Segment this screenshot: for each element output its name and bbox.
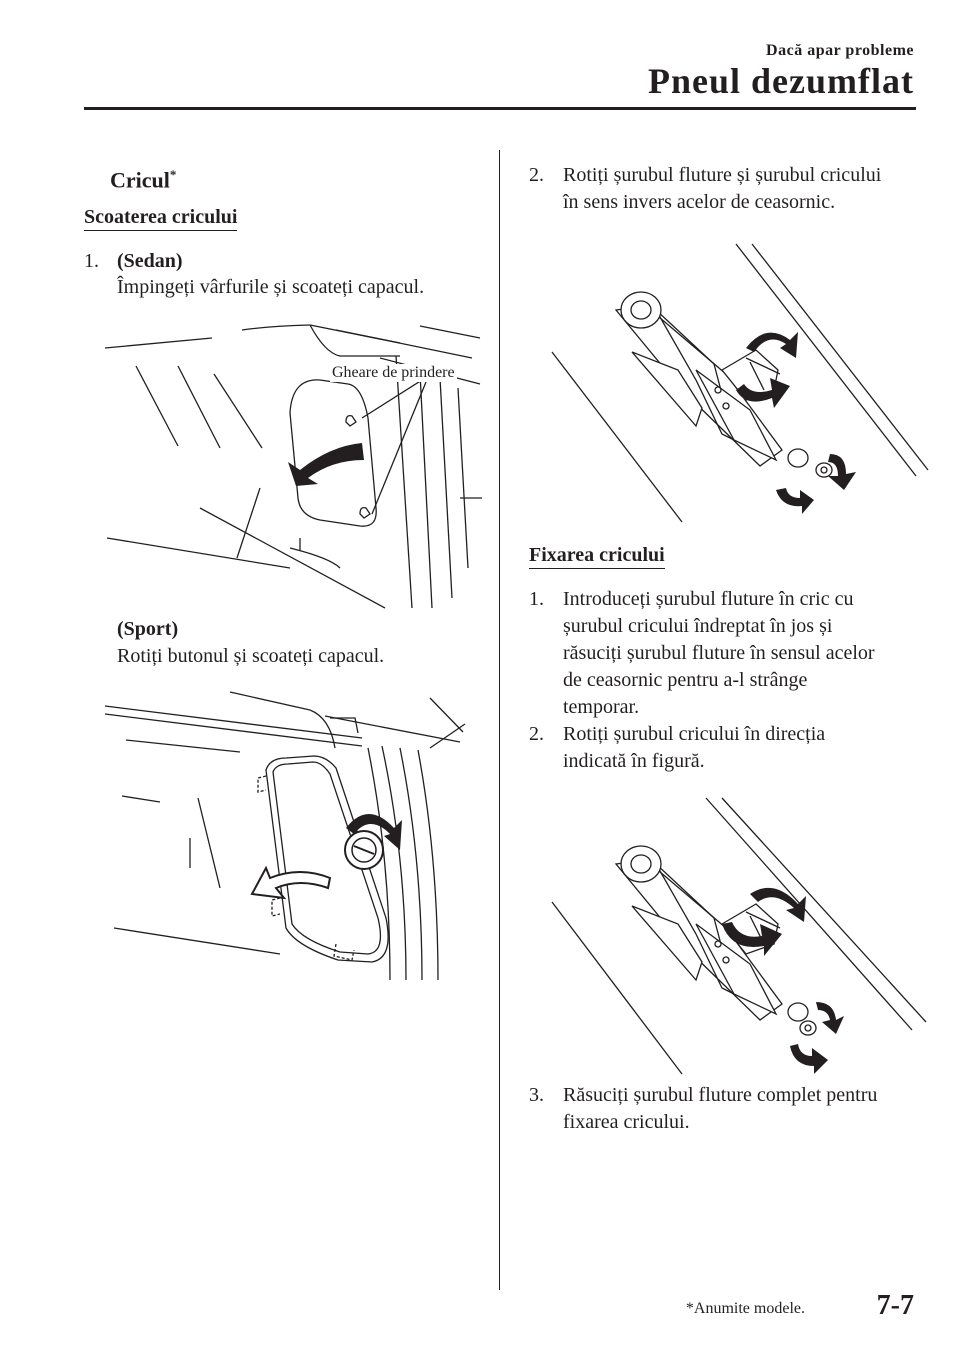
fix2-line2: indicată în figură. — [563, 750, 705, 772]
step1-text: Împingeți vârfurile și scoateți capacul. — [117, 276, 425, 298]
jack-heading: Cricul* — [110, 167, 177, 193]
footnote: *Anumite modele. — [685, 1300, 805, 1317]
figure-jack-tighten — [546, 794, 931, 1084]
page-title: Pneul dezumflat — [648, 61, 914, 101]
fix1-number: 1. — [529, 588, 544, 610]
figure-sedan-cover — [100, 318, 485, 610]
step2-line2: în sens invers acelor de ceasornic. — [563, 191, 836, 213]
fix1-line5: temporar. — [563, 696, 640, 718]
step2-number: 2. — [529, 164, 544, 186]
fix1-line2: șurubul cricului îndreptat în jos și — [563, 615, 833, 637]
fig1-callout-label: Gheare de prindere — [332, 364, 455, 381]
fix1-line1: Introduceți șurubul fluture în cric cu — [563, 588, 854, 610]
fix3-line1: Răsuciți șurubul fluture complet pentru — [563, 1084, 878, 1106]
sport-label: (Sport) — [117, 618, 179, 640]
header-rule — [84, 107, 916, 110]
fix1-line3: răsuciți șurubul fluture în sensul acelor — [563, 642, 875, 664]
fix2-line1: Rotiți șurubul cricului în direcția — [563, 723, 826, 745]
fix3-line2: fixarea cricului. — [563, 1111, 690, 1133]
section-title: Dacă apar probleme — [766, 42, 914, 59]
step2-line1: Rotiți șurubul fluture și șurubul cricului — [563, 164, 882, 186]
page-number: 7-7 — [876, 1290, 914, 1321]
fix-jack-heading: Fixarea cricului — [529, 544, 665, 569]
remove-jack-heading: Scoaterea cricului — [84, 206, 237, 231]
step1-number: 1. — [84, 250, 99, 272]
step1-label: (Sedan) — [117, 250, 183, 272]
fix2-number: 2. — [529, 723, 544, 745]
fix1-line4: de ceasornic pentru a-l strânge — [563, 669, 808, 691]
fix3-number: 3. — [529, 1084, 544, 1106]
sport-text: Rotiți butonul și scoateți capacul. — [117, 645, 385, 667]
column-divider — [499, 150, 500, 1290]
figure-jack-loosen — [546, 240, 931, 530]
figure-sport-cover — [100, 688, 485, 980]
